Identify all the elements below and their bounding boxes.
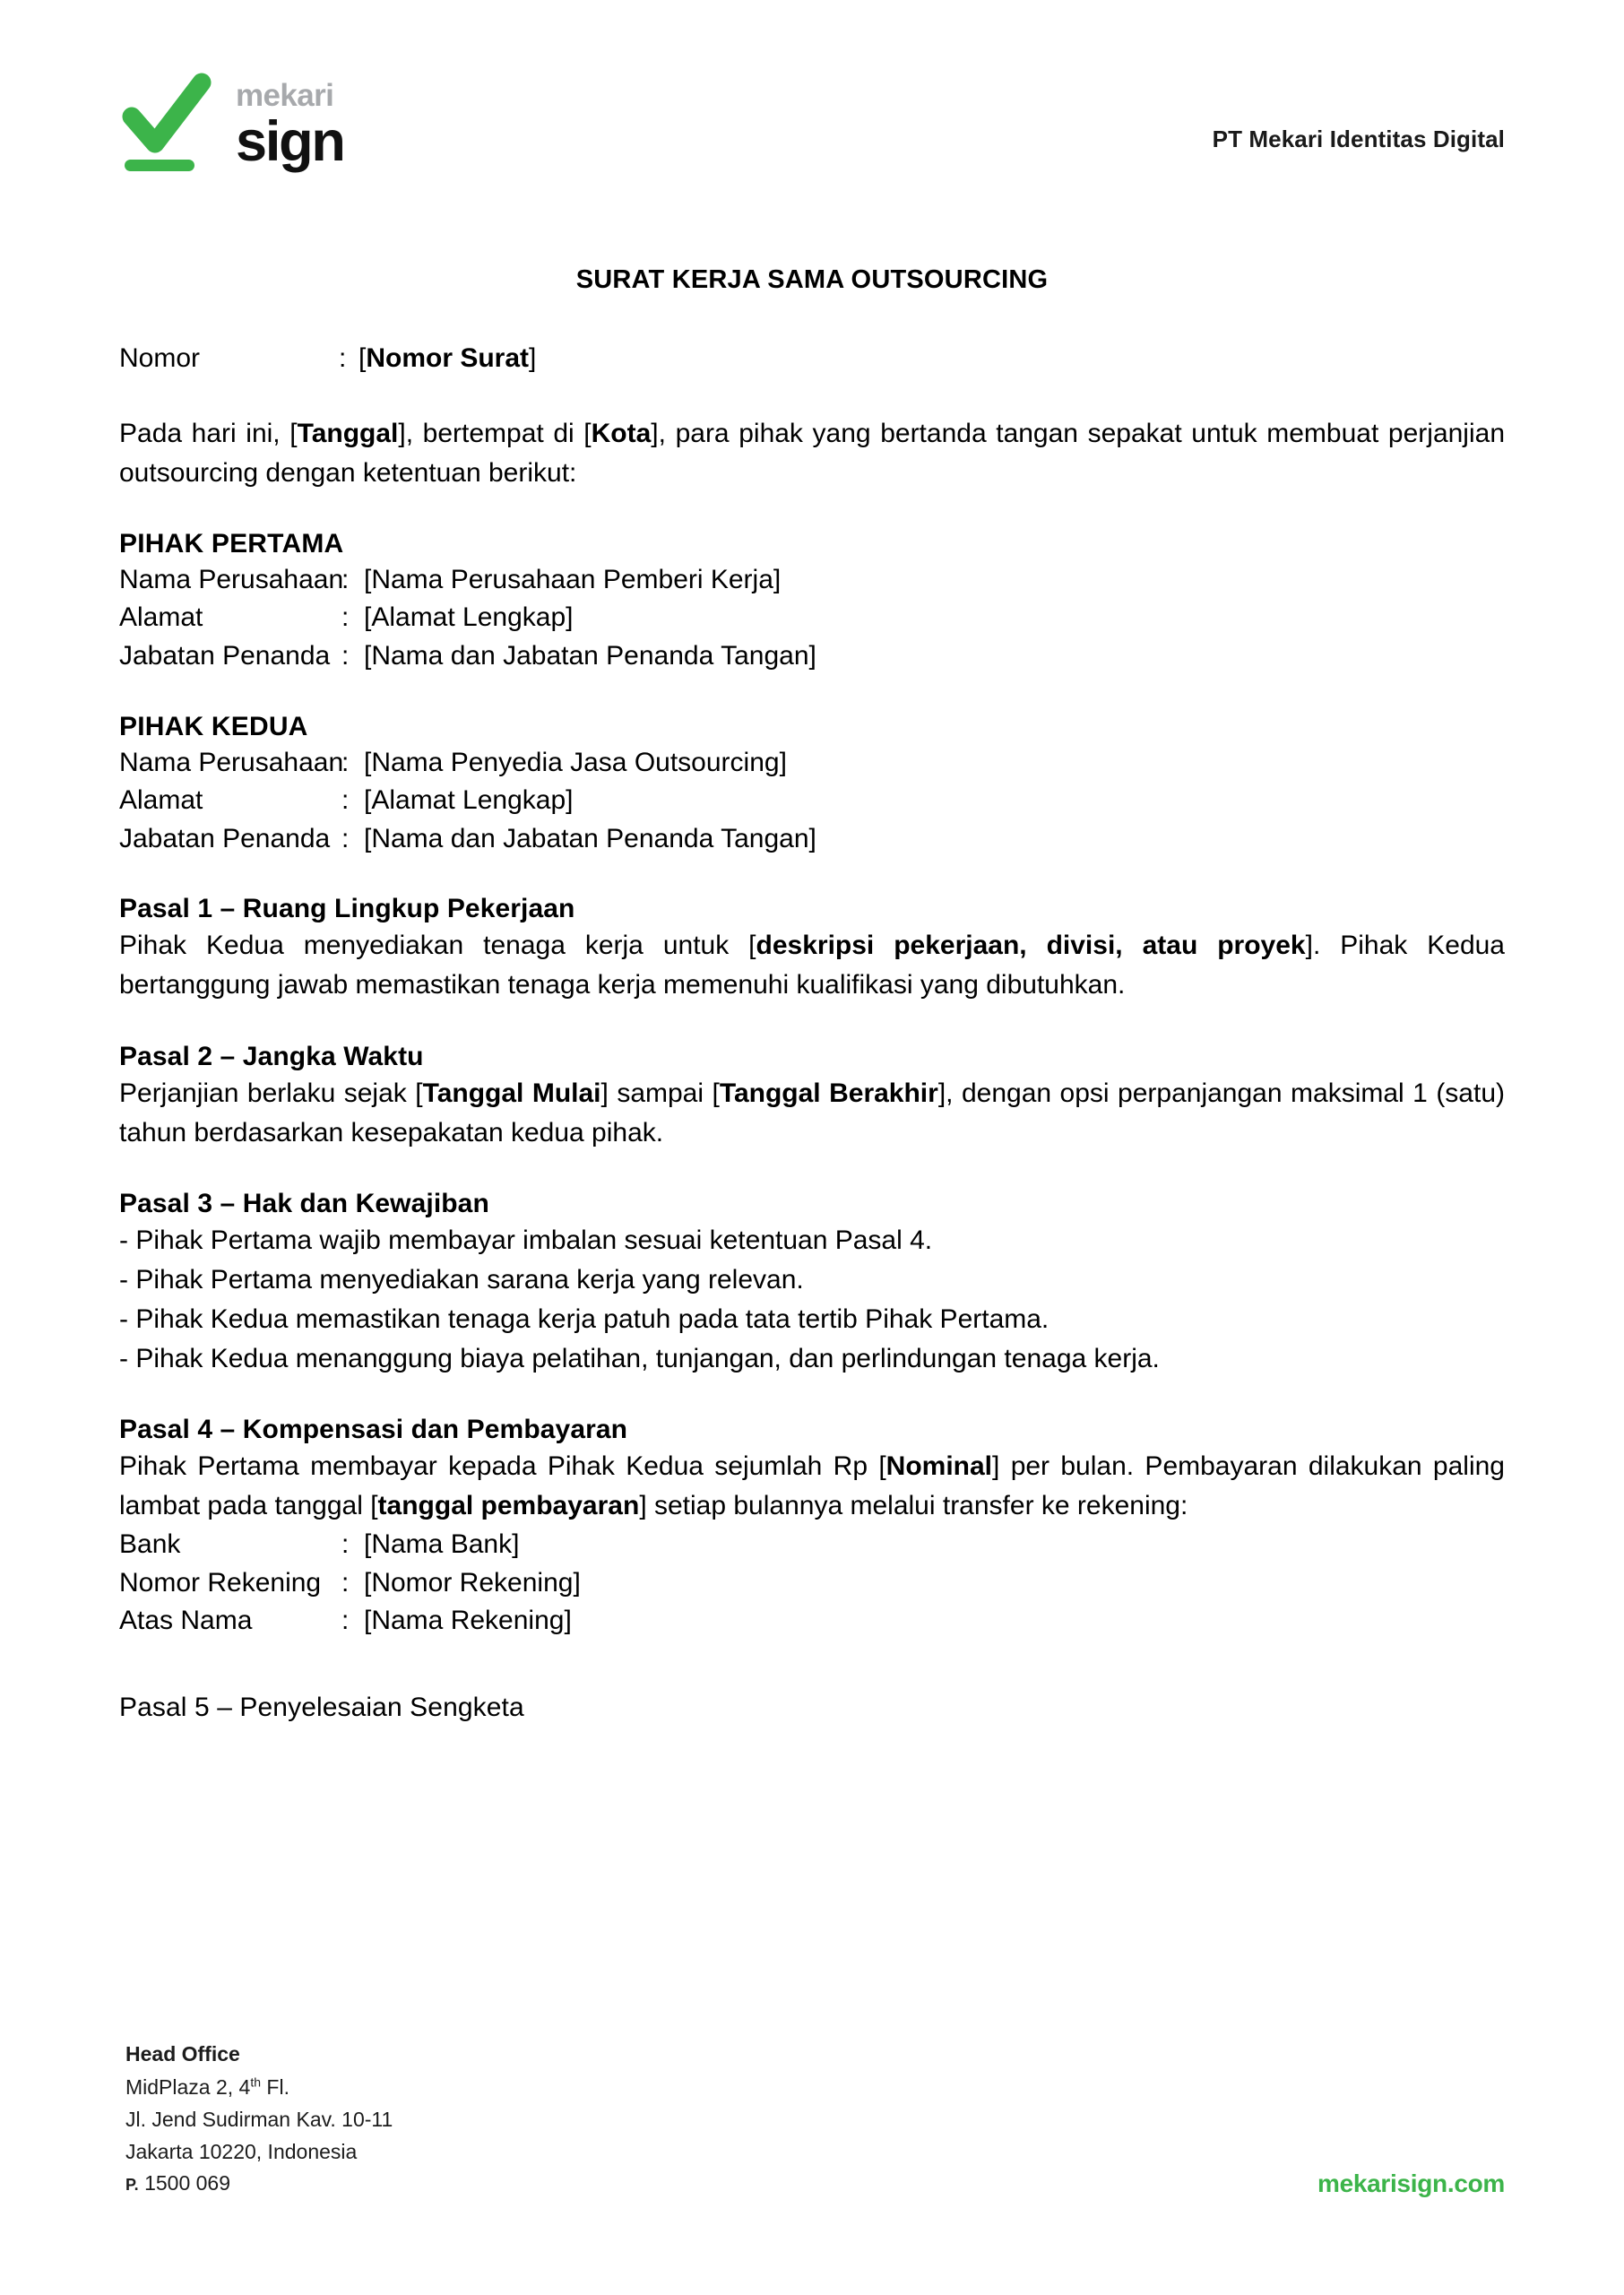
pasal4-text-2: ] per bulan. Pembayaran dilakukan paling lambat pada tanggal [ — [119, 1451, 1505, 1521]
intro-text-3: ], para pihak yang bertanda tangan sepakat untuk membuat perjanjian outsourcing dengan ketentuan berikut: — [119, 418, 1506, 488]
pihak-pertama-heading: PIHAK PERTAMA — [119, 528, 344, 559]
pasal-4-heading: Pasal 4 – Kompensasi dan Pembayaran — [119, 1415, 628, 1445]
pasal2-placeholder-mulai: Tanggal Mulai — [422, 1078, 601, 1108]
row-separator: : — [341, 640, 350, 671]
footer-address-line-2: Jl. Jend Sudirman Kav. 10-11 — [125, 2108, 393, 2132]
pasal-5-heading: Pasal 5 – Penyelesaian Sengketa — [119, 1693, 524, 1723]
row-value: [Nama Bank] — [364, 1529, 520, 1560]
table-row — [119, 782, 1505, 820]
table-row — [119, 561, 1505, 600]
footer-address-line-3: Jakarta 10220, Indonesia — [125, 2139, 358, 2163]
table-row — [119, 1564, 1505, 1603]
footer-phone-line — [125, 2168, 393, 2200]
row-value: [Nomor Rekening] — [364, 1567, 581, 1598]
logo-sign-text: sign — [236, 110, 344, 174]
nomor-bracket-open: [ — [358, 343, 367, 373]
pasal-3-list — [119, 1221, 1505, 1379]
row-label: Bank — [119, 1529, 181, 1560]
row-value: [Nama Perusahaan Pemberi Kerja] — [364, 564, 782, 594]
row-label: Jabatan Penanda — [119, 640, 331, 671]
row-value: [Alamat Lengkap] — [364, 602, 574, 633]
pasal1-placeholder-deskripsi: deskripsi pekerjaan, divisi, atau proyek — [756, 931, 1306, 961]
pasal-2-body — [119, 1074, 1505, 1153]
row-separator: : — [341, 747, 350, 777]
row-value: [Nama Penyedia Jasa Outsourcing] — [364, 747, 787, 777]
pihak-pertama-block — [119, 529, 1505, 676]
page-title: SURAT KERJA SAMA OUTSOURCING — [575, 265, 1049, 294]
nomor-label: Nomor — [119, 343, 201, 373]
intro-text-2: ], bertempat di [ — [398, 418, 592, 448]
pasal-4-body — [119, 1447, 1505, 1526]
row-label: Nomor Rekening — [119, 1567, 322, 1598]
table-row — [119, 1526, 1505, 1564]
list-item: - Pihak Pertama wajib membayar imbalan sesuai ketentuan Pasal 4. — [119, 1225, 933, 1255]
pasal-2-heading: Pasal 2 – Jangka Waktu — [119, 1041, 424, 1071]
row-separator: : — [341, 1606, 350, 1636]
pasal2-text-2: ] sampai [ — [600, 1078, 720, 1108]
table-row — [119, 744, 1505, 783]
pasal-3-heading: Pasal 3 – Hak dan Kewajiban — [119, 1188, 489, 1218]
footer-address-block — [125, 2039, 393, 2200]
logo-wordmark — [236, 74, 344, 174]
pasal4-placeholder-nominal: Nominal — [885, 1451, 993, 1482]
pasal2-text-1: Perjanjian berlaku sejak [ — [119, 1078, 423, 1108]
table-row — [119, 1602, 1505, 1641]
row-label: Nama Perusahaan — [119, 747, 344, 777]
nomor-placeholder: Nomor Surat — [366, 343, 530, 373]
pasal4-placeholder-tanggal-bayar: tanggal pembayaran — [377, 1491, 640, 1521]
row-separator: : — [341, 785, 350, 816]
footer-address-1-pre: MidPlaza 2, 4 — [125, 2075, 251, 2100]
nomor-row — [119, 340, 1505, 378]
row-label: Atas Nama — [119, 1606, 253, 1636]
row-label: Alamat — [119, 785, 203, 816]
checkmark-logo-icon — [119, 70, 216, 176]
row-value: [Nama Rekening] — [364, 1606, 572, 1636]
footer-phone-number: 1500 069 — [144, 2171, 231, 2195]
footer-website-link[interactable]: mekarisign.com — [1317, 2169, 1505, 2197]
pihak-kedua-heading: PIHAK KEDUA — [119, 711, 308, 741]
row-label: Jabatan Penanda — [119, 823, 331, 853]
row-separator: : — [341, 602, 350, 633]
pasal4-text-1: Pihak Pertama membayar kepada Pihak Kedua sejumlah Rp [ — [119, 1451, 886, 1482]
row-separator: : — [341, 1567, 350, 1598]
footer-address-line-1 — [125, 2072, 393, 2104]
pasal-5-block — [119, 1693, 1505, 1723]
row-value: [Alamat Lengkap] — [364, 785, 574, 816]
nomor-separator: : — [339, 343, 347, 373]
row-separator: : — [341, 564, 350, 594]
pasal1-text-2: ]. Pihak Kedua bertanggung jawab memastikan tenaga kerja memenuhi kualifikasi yang dibutuhkan. — [119, 931, 1505, 1000]
document-header — [119, 70, 1505, 195]
intro-placeholder-tanggal: Tanggal — [297, 418, 399, 448]
intro-text-1: Pada hari ini, [ — [119, 418, 298, 448]
footer-address-1-post: Fl. — [261, 2075, 289, 2100]
company-name: PT Mekari Identitas Digital — [1212, 126, 1505, 152]
mekari-sign-logo — [119, 70, 344, 176]
pasal1-text-1: Pihak Kedua menyediakan tenaga kerja untuk [ — [119, 931, 756, 961]
list-item: - Pihak Kedua menanggung biaya pelatihan, tunjangan, dan perlindungan tenaga kerja. — [119, 1344, 1160, 1373]
list-item: - Pihak Pertama menyediakan sarana kerja yang relevan. — [119, 1264, 804, 1295]
document-footer — [125, 2039, 1505, 2200]
intro-paragraph — [119, 414, 1505, 493]
row-separator: : — [341, 1529, 350, 1560]
list-item: - Pihak Kedua memastikan tenaga kerja patuh pada tata tertib Pihak Pertama. — [119, 1303, 1050, 1334]
row-label: Alamat — [119, 602, 203, 633]
pasal4-text-3: ] setiap bulannya melalui transfer ke rekening: — [639, 1491, 1188, 1521]
pasal2-text-3: ], dengan opsi perpanjangan maksimal 1 (satu) tahun berdasarkan kesepakatan kedua pihak. — [119, 1078, 1505, 1148]
intro-placeholder-kota: Kota — [591, 418, 652, 448]
nomor-value — [358, 340, 1505, 378]
row-label: Nama Perusahaan — [119, 564, 344, 594]
row-value: [Nama dan Jabatan Penanda Tangan] — [364, 640, 816, 671]
pasal-1-body — [119, 926, 1505, 1005]
logo-mekari-text: mekari — [236, 78, 334, 114]
document-body — [119, 265, 1505, 1725]
pasal-1-heading: Pasal 1 – Ruang Lingkup Pekerjaan — [119, 894, 575, 924]
pihak-kedua-block — [119, 712, 1505, 859]
row-separator: : — [341, 823, 350, 853]
table-row — [119, 599, 1505, 637]
footer-address-1-superscript: th — [250, 2074, 262, 2090]
bank-details-block — [119, 1526, 1505, 1641]
nomor-bracket-close: ] — [529, 343, 537, 373]
pasal2-placeholder-berakhir: Tanggal Berakhir — [719, 1078, 938, 1108]
table-row — [119, 637, 1505, 676]
row-value: [Nama dan Jabatan Penanda Tangan] — [364, 823, 816, 853]
footer-phone-label: P. — [125, 2176, 139, 2195]
table-row — [119, 820, 1505, 859]
footer-office-title: Head Office — [125, 2041, 240, 2066]
